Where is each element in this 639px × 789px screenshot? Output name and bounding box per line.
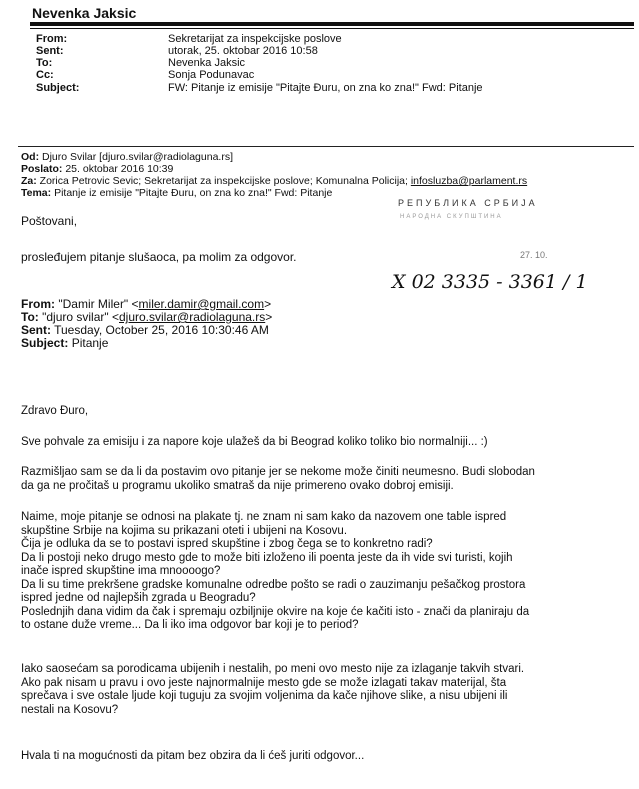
text-line: Sve pohvale za emisiju i za napore koje ulažeš da bi Beograd koliko toliko bio normalniji... :) — [21, 436, 488, 448]
message-paragraph-3 — [21, 511, 529, 633]
to-value: Nevenka Jaksic — [168, 57, 246, 69]
fw-subject-label: Subject: — [21, 336, 69, 350]
message-paragraph-1 — [21, 436, 488, 450]
text-line: Da li postoji neko drugo mesto gde to može biti izloženo ili poenta jeste da ih vide svi turisti, kojih — [21, 551, 513, 564]
text-line: Naime, moje pitanje se odnosi na plakate tj. ne znam ni sam kako da nazovem one table ispred — [21, 511, 507, 523]
fw-to-label: To: — [21, 310, 39, 324]
tema-value: Pitanje iz emisije "Pitajte Đuru, on zna ko zna!" Fwd: Pitanje — [54, 187, 333, 199]
fw-to-email-link[interactable]: djuro.svilar@radiolaguna.rs — [119, 310, 266, 324]
message-paragraph-4 — [21, 663, 524, 717]
tema-row — [21, 188, 332, 199]
to-label: To: — [36, 57, 53, 69]
message-closing: Hvala ti na mogućnosti da pitam bez obzira da li ćeš juriti odgovor... — [21, 750, 365, 762]
text-line: Poslednjih dana vidim da čak i spremaju ozbiljnije okvire na koje će kačiti isto - znači da planiraju da — [21, 605, 530, 618]
cc-label: Cc: — [36, 69, 54, 81]
title-rule-thin — [30, 28, 634, 29]
message-salutation: Zdravo Đuro, — [21, 405, 89, 417]
fw-to-row — [21, 311, 272, 323]
od-label: Od: — [21, 151, 40, 163]
cc-value: Sonja Podunavac — [168, 69, 255, 81]
za-value: Zorica Petrovic Sevic; Sekretarijat za inspekcijske poslove; Komunalna Policija; — [39, 175, 408, 187]
text-line: Iako saosećam sa porodicama ubijenih i nestalih, po meni ovo mesto nije za izlaganje takvih stvari. — [21, 663, 525, 675]
fw-subject-value: Pitanje — [71, 336, 109, 350]
text-line: skupštine Srbije na kojima su prikazani oteti i ubijeni na Kosovu. — [21, 524, 348, 537]
text-line: Ako pak nisam u pravu i ovo jeste najnormalnije mesto gde se može izlagati takav materijal, šta — [21, 676, 507, 689]
text-line: da ga ne pročitaš u programu ukoliko smatraš da nije primereno ovako dobroj emisiji. — [21, 479, 454, 492]
text-line: nestali na Kosovu? — [21, 703, 119, 716]
za-row — [21, 176, 527, 187]
za-email-link[interactable]: infosluzba@parlament.rs — [410, 175, 528, 187]
stamp-number: X 02 3335 - 3361 / 1 — [392, 271, 588, 293]
poslato-row — [21, 164, 173, 175]
text-line: inače ispred skupštine ima mnoooogo? — [21, 565, 221, 577]
fw-from-row — [21, 298, 271, 310]
fw-sent-label: Sent: — [21, 323, 51, 337]
text-line: Da li su time prekršene gradske komunalne odredbe pošto se radi o zauzimanju pešačkog prostora — [21, 578, 526, 591]
tema-label: Tema: — [21, 187, 52, 199]
from-value: Sekretarijat za inspekcijske poslove — [168, 33, 342, 45]
fw-from-value: "Damir Miler" < — [58, 297, 139, 311]
fw-sent-value: Tuesday, October 25, 2016 10:30:46 AM — [54, 323, 269, 337]
fw-to-value: "djuro svilar" < — [42, 310, 119, 324]
stamp-line2: НАРОДНА СКУПШТИНА — [400, 214, 503, 220]
fw-to-end: > — [265, 310, 273, 324]
message-paragraph-2 — [21, 466, 535, 493]
stamp-line1: РЕПУБЛИКА СРБИЈА — [398, 198, 538, 208]
text-line: Čija je odluka da se to postavi ispred skupštine i zbog čega se to konkretno radi? — [21, 538, 433, 550]
forward-note: prosleđujem pitanje slušaoca, pa molim za odgovor. — [21, 250, 297, 264]
text-line: to ostane duže vreme... Da li iko ima odgovor bar koji je to period? — [21, 619, 359, 631]
text-line: sprečava i sve ostale ljude koji tuguju za svojim voljenima da kače njihove slike, a nisu ubijeni ili — [21, 690, 508, 702]
stamp-date: 27. 10. — [520, 250, 548, 260]
reception-stamp — [370, 196, 630, 298]
section-divider — [18, 146, 634, 147]
sent-label: Sent: — [36, 45, 64, 57]
title-rule — [30, 22, 634, 26]
document-title: Nevenka Jaksic — [32, 5, 137, 21]
fw-sent-row — [21, 324, 269, 336]
od-row — [21, 152, 233, 163]
fw-from-email-link[interactable]: miler.damir@gmail.com — [138, 297, 265, 311]
fw-from-end: > — [264, 297, 272, 311]
text-line: ispred jedne od najlepših zgrada u Beogradu? — [21, 592, 256, 604]
subject-value: FW: Pitanje iz emisije "Pitajte Đuru, on zna ko zna!" Fwd: Pitanje — [168, 82, 483, 94]
fw-from-label: From: — [21, 297, 55, 311]
greeting: Poštovani, — [21, 214, 78, 228]
poslato-value: 25. oktobar 2016 10:39 — [65, 163, 174, 175]
subject-label: Subject: — [36, 82, 80, 94]
za-label: Za: — [21, 175, 37, 187]
od-value: Djuro Svilar [djuro.svilar@radiolaguna.rs] — [42, 151, 233, 163]
text-line: Razmišljao sam se da li da postavim ovo pitanje jer se nekome može činiti neumesno. Budi slobodan — [21, 466, 535, 478]
fw-subject-row — [21, 337, 108, 349]
sent-value: utorak, 25. oktobar 2016 10:58 — [168, 45, 318, 57]
poslato-label: Poslato: — [21, 163, 63, 175]
from-label: From: — [36, 33, 68, 45]
